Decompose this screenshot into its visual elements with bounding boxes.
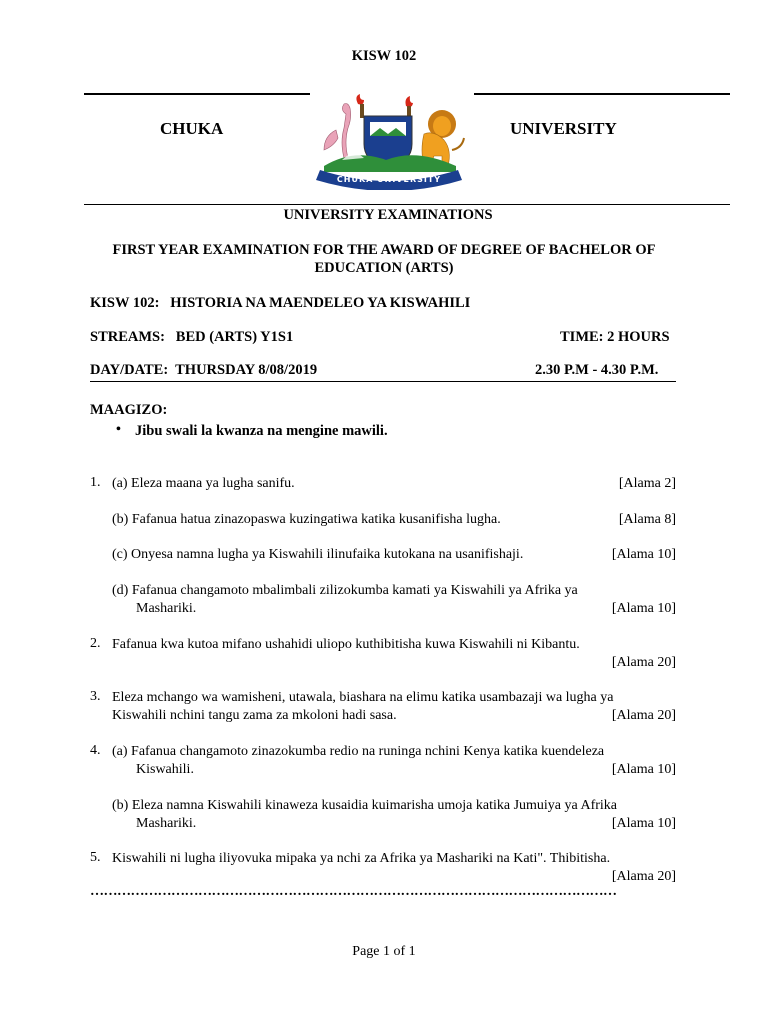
question-1c-marks: [Alama 10]: [611, 547, 676, 562]
header-rule-left: [84, 93, 310, 95]
exam-hours: 2.30 P.M - 4.30 P.M.: [535, 362, 659, 378]
university-crest-logo: [306, 94, 472, 190]
course-title: KISW 102: HISTORIA NA MAENDELEO YA KISWAHILI: [90, 295, 471, 311]
question-3-line2: [112, 707, 676, 725]
question-1a: [112, 475, 676, 493]
question-1-number: 1.: [90, 475, 101, 490]
instruction-text: Jibu swali la kwanza na mengine mawili.: [135, 423, 388, 439]
question-1d-line2: [112, 600, 676, 618]
question-1d-text-2: Mashariki.: [136, 601, 197, 616]
svg-text:CHUKA UNIVERSITY: CHUKA UNIVERSITY: [336, 175, 442, 184]
question-4b-line1: (b) Eleza namna Kiswahili kinaweza kusaidia kuimarisha umoja katika Jumuiya ya Afrika: [112, 798, 618, 813]
question-3-text-2: Kiswahili nchini tangu zama za mkoloni hadi sasa.: [112, 708, 397, 723]
question-1a-marks: [Alama 2]: [618, 476, 676, 491]
question-1d-line1: (d) Fafanua changamoto mbalimbali zilizokumba kamati ya Kiswahili ya Afrika ya: [112, 583, 578, 598]
header-rule-bottom: [84, 204, 730, 205]
question-2-text: Fafanua kwa kutoa mifano ushahidi uliopo kuthibitisha kuwa Kiswahili ni Kibantu.: [112, 637, 580, 652]
question-5-marks: [Alama 20]: [611, 869, 676, 884]
question-5-number: 5.: [90, 850, 101, 865]
question-5-text: Kiswahili ni lugha iliyovuka mipaka ya nchi za Afrika ya Mashariki na Kati". Thibitisha.: [112, 851, 611, 866]
question-4b-line2: [112, 815, 676, 833]
question-1a-text: (a) Eleza maana ya lugha sanifu.: [112, 476, 295, 491]
question-1d-marks: [Alama 10]: [611, 601, 676, 616]
question-1b-marks: [Alama 8]: [618, 512, 676, 527]
question-4a-text-2: Kiswahili.: [136, 762, 194, 777]
end-of-paper-dots: ………………………………………………………………………………………………………: [90, 884, 617, 899]
question-1b-text: (b) Fafanua hatua zinazopaswa kuzingatiwa katika kusanifisha lugha.: [112, 512, 501, 527]
instructions-heading: MAAGIZO:: [90, 402, 168, 418]
university-name-left: CHUKA: [160, 119, 224, 138]
exam-date: DAY/DATE: THURSDAY 8/08/2019: [90, 362, 318, 378]
university-name-right: UNIVERSITY: [510, 119, 617, 138]
question-4-number: 4.: [90, 743, 101, 758]
exam-title: UNIVERSITY EXAMINATIONS: [283, 207, 493, 223]
question-3-number: 3.: [90, 689, 101, 704]
degree-title-line2: EDUCATION (ARTS): [314, 260, 454, 276]
question-4a-line1: (a) Fafanua changamoto zinazokumba redio na runinga nchini Kenya katika kuendeleza: [112, 744, 605, 759]
question-2-number: 2.: [90, 636, 101, 651]
question-4a-line2: [112, 761, 676, 779]
course-code-header: KISW 102: [351, 48, 417, 64]
degree-title-line1: FIRST YEAR EXAMINATION FOR THE AWARD OF DEGREE OF BACHELOR OF: [112, 242, 656, 258]
question-1c: [112, 546, 676, 564]
question-1c-text: (c) Onyesa namna lugha ya Kiswahili ilinufaika kutokana na usanifishaji.: [112, 547, 524, 562]
header-rule-right: [474, 93, 730, 95]
question-4b-marks: [Alama 10]: [611, 816, 676, 831]
question-3-marks: [Alama 20]: [611, 708, 676, 723]
date-rule: [90, 381, 676, 382]
question-2-marks: [Alama 20]: [611, 655, 676, 670]
page-number: Page 1 of 1: [352, 944, 416, 959]
instruction-bullet-icon: •: [116, 422, 121, 437]
question-4a-marks: [Alama 10]: [611, 762, 676, 777]
streams: STREAMS: BED (ARTS) Y1S1: [90, 329, 294, 345]
question-1b: [112, 511, 676, 529]
exam-duration: TIME: 2 HOURS: [560, 329, 670, 345]
question-4b-text-2: Mashariki.: [136, 816, 197, 831]
question-3-line1: Eleza mchango wa wamisheni, utawala, biashara na elimu katika usambazaji wa lugha ya: [112, 690, 614, 705]
